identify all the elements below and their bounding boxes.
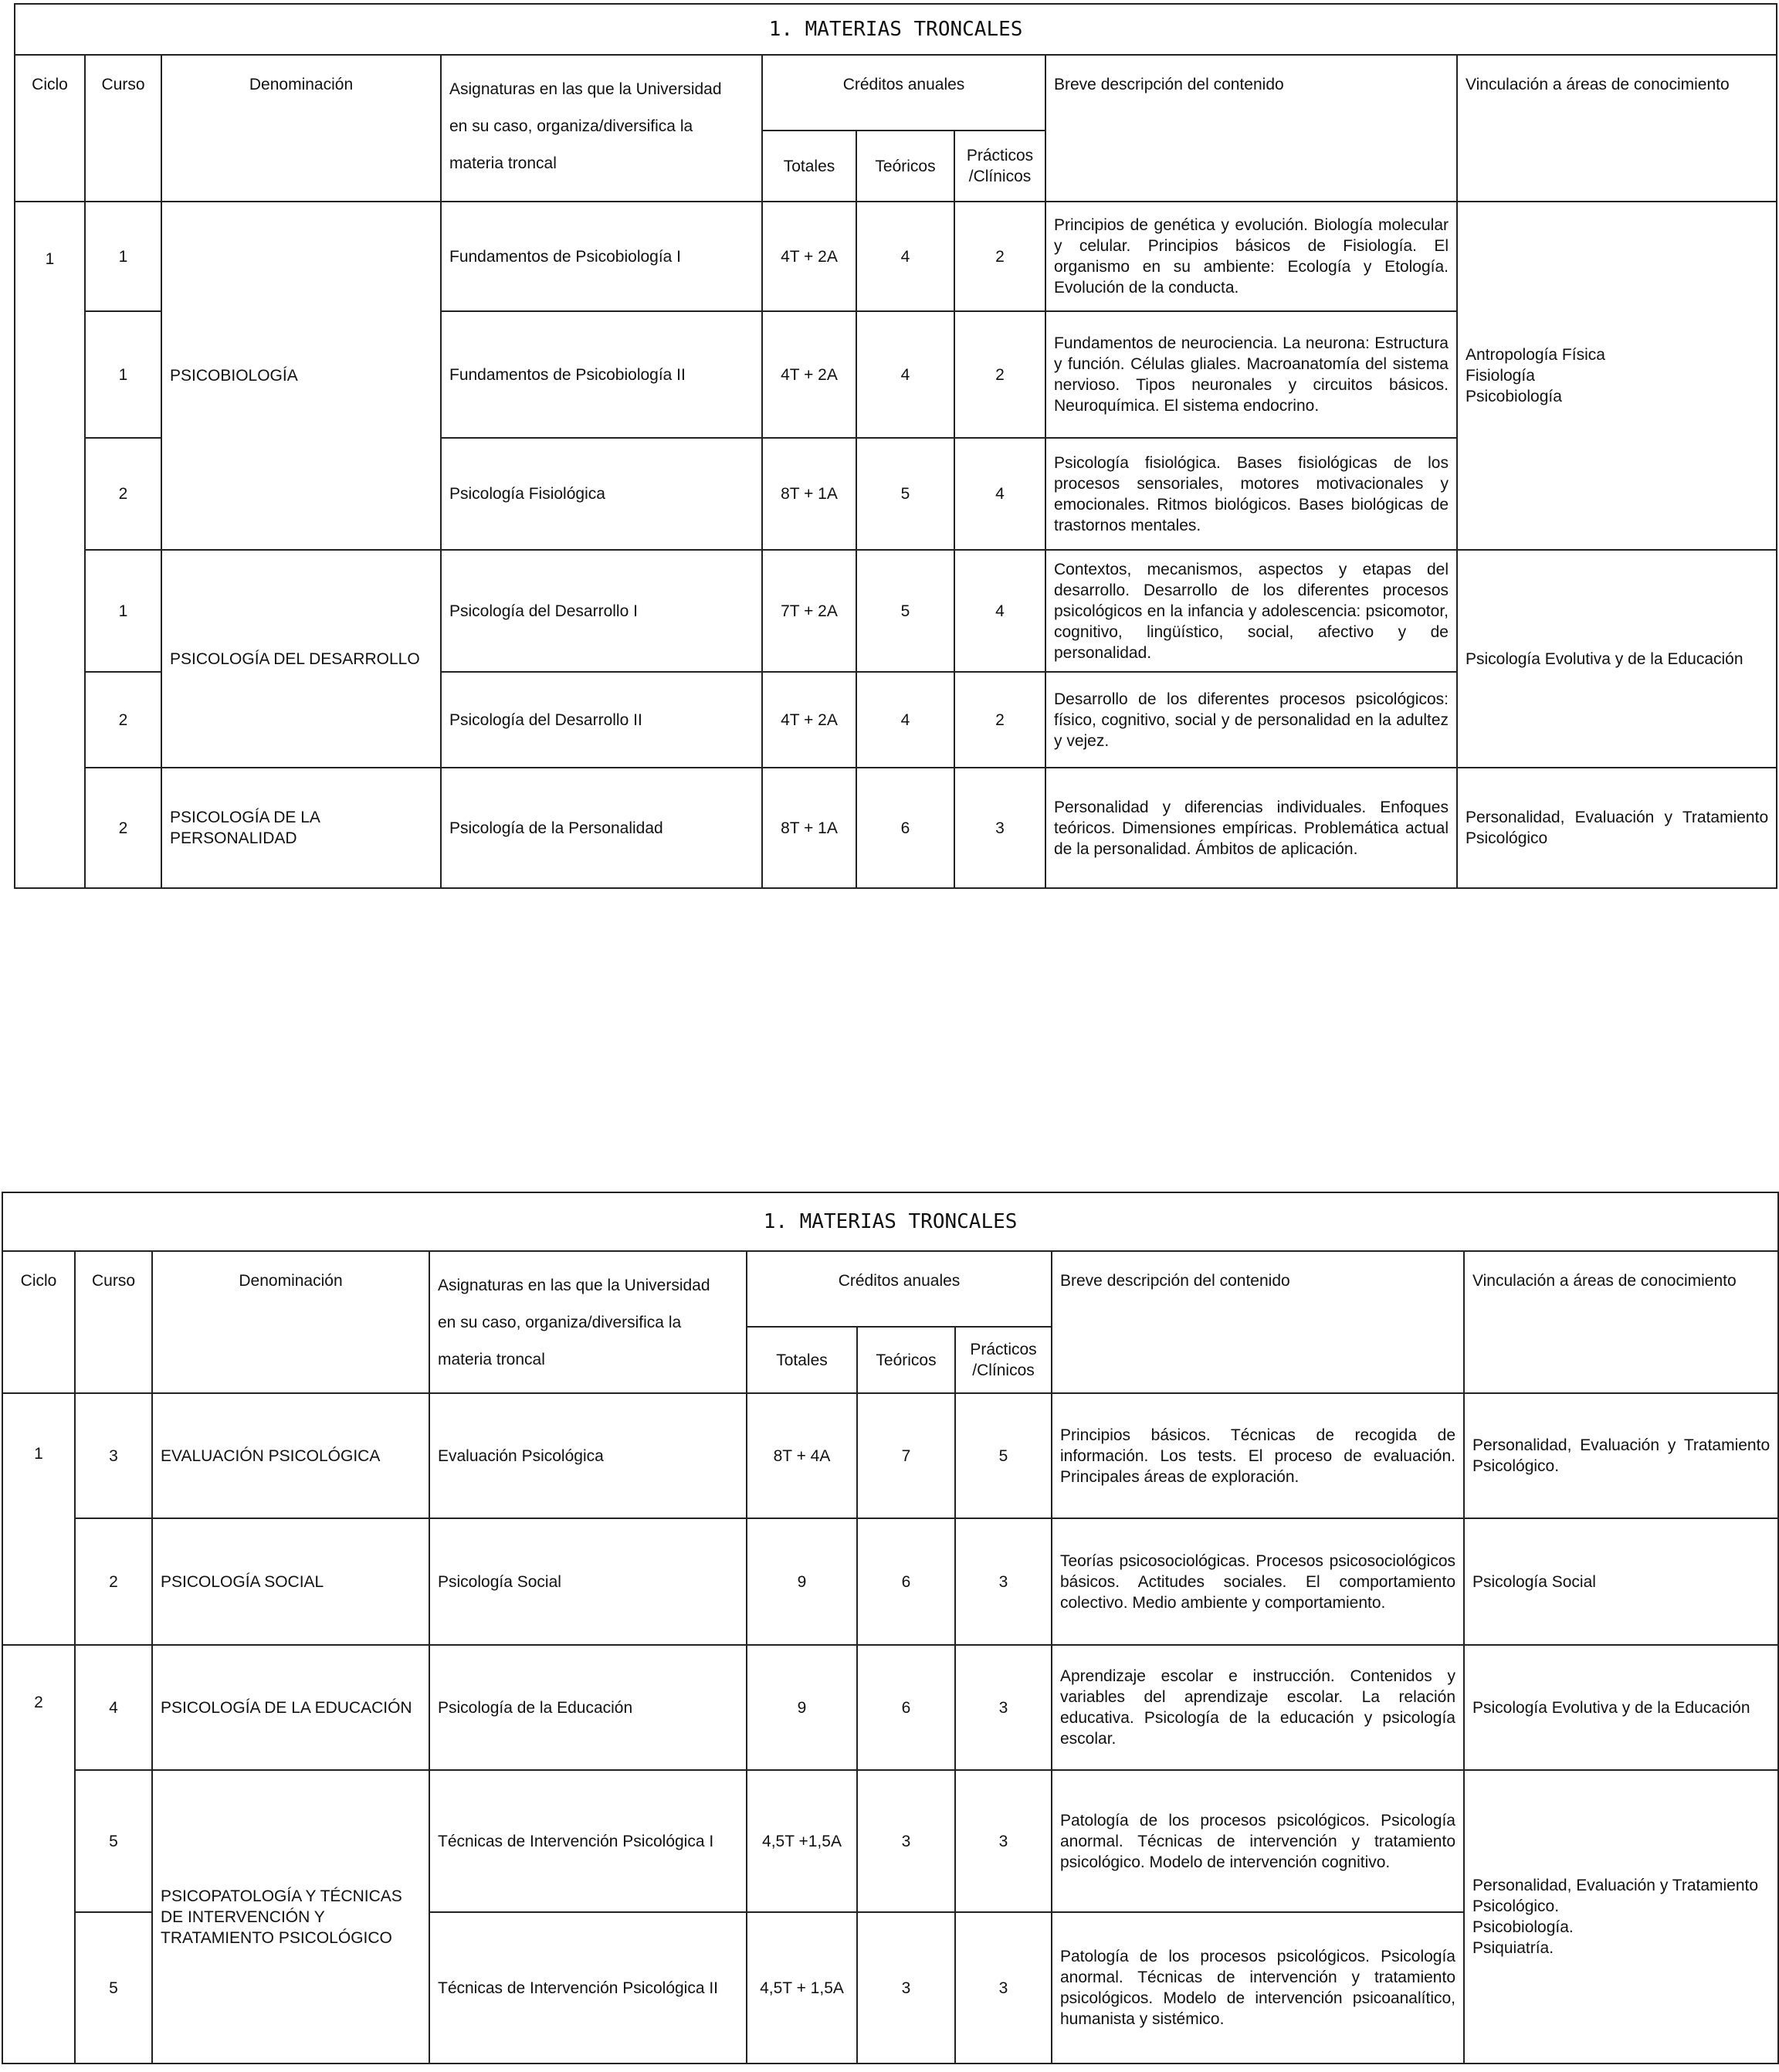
ciclo-cell: 2	[2, 1645, 75, 2064]
header-creditos: Créditos anuales	[747, 1251, 1052, 1327]
curso-cell: 1	[85, 311, 161, 438]
header-asignaturas	[429, 1251, 747, 1393]
header-asignaturas	[441, 55, 762, 202]
curso-cell: 5	[75, 1912, 152, 2064]
header-denominacion: Denominación	[152, 1251, 429, 1393]
vinculacion-line: Psicobiología.	[1472, 1918, 1574, 1936]
totales-cell: 4T + 2A	[762, 202, 856, 311]
descripcion-cell: Desarrollo de los diferentes procesos psicológicos: físico, cognitivo, social y de personalidad en la adultez y vejez.	[1045, 672, 1457, 768]
descripcion-cell: Patología de los procesos psicológicos. Psicología anormal. Técnicas de intervención y tratamiento psicológico. Modelo de intervención cognitivo.	[1052, 1770, 1464, 1912]
totales-cell: 7T + 2A	[762, 550, 856, 672]
practicos-cell: 3	[955, 1645, 1052, 1770]
practicos-cell: 3	[955, 1518, 1052, 1645]
denominacion-cell: PSICOBIOLOGÍA	[161, 202, 441, 550]
totales-cell: 4T + 2A	[762, 311, 856, 438]
totales-cell: 8T + 1A	[762, 438, 856, 550]
teoricos-cell: 7	[857, 1393, 955, 1518]
table-row	[15, 202, 1777, 311]
practicos-cell: 4	[954, 438, 1045, 550]
descripcion-cell: Patología de los procesos psicológicos. Psicología anormal. Técnicas de intervención y tratamiento psicológicos. Modelo de intervención psicoanalítico, humanista y sistémico.	[1052, 1912, 1464, 2064]
teoricos-cell: 4	[856, 311, 954, 438]
teoricos-cell: 3	[857, 1770, 955, 1912]
curso-cell: 1	[85, 202, 161, 311]
header-totales: Totales	[762, 131, 856, 202]
asignatura-cell: Psicología del Desarrollo II	[441, 672, 762, 768]
curso-cell: 2	[85, 672, 161, 768]
ciclo-cell: 1	[2, 1393, 75, 1645]
header-descripcion: Breve descripción del contenido	[1052, 1251, 1464, 1393]
teoricos-cell: 3	[857, 1912, 955, 2064]
table-title: 1. MATERIAS TRONCALES	[15, 4, 1777, 55]
header-denominacion: Denominación	[161, 55, 441, 202]
header-practicos	[954, 131, 1045, 202]
header-asignaturas-line: en su caso, organiza/diversifica la	[438, 1314, 682, 1331]
table-row	[2, 1518, 1778, 1645]
teoricos-cell: 6	[857, 1518, 955, 1645]
header-asignaturas-line: materia troncal	[438, 1351, 545, 1368]
vinculacion-cell: Psicología Evolutiva y de la Educación	[1457, 550, 1777, 768]
header-asignaturas-line: materia troncal	[449, 154, 557, 172]
header-descripcion: Breve descripción del contenido	[1045, 55, 1457, 202]
header-practicos-line: /Clínicos	[972, 1362, 1035, 1379]
header-teoricos: Teóricos	[857, 1327, 955, 1393]
teoricos-cell: 4	[856, 202, 954, 311]
vinculacion-line: Psiquiatría.	[1472, 1939, 1554, 1957]
denominacion-cell: PSICOLOGÍA DE LA PERSONALIDAD	[161, 768, 441, 888]
totales-cell: 8T + 1A	[762, 768, 856, 888]
teoricos-cell: 5	[856, 438, 954, 550]
ciclo-cell: 1	[15, 202, 85, 888]
curso-cell: 2	[85, 768, 161, 888]
header-ciclo: Ciclo	[2, 1251, 75, 1393]
asignatura-cell: Psicología Social	[429, 1518, 747, 1645]
table-row	[15, 550, 1777, 672]
header-asignaturas-line: Asignaturas en las que la Universidad	[438, 1277, 710, 1294]
practicos-cell: 3	[955, 1770, 1052, 1912]
vinculacion-line: Personalidad, Evaluación y Tratamiento Psicológico.	[1472, 1877, 1759, 1915]
vinculacion-cell	[1464, 1770, 1778, 2064]
asignatura-cell: Psicología Fisiológica	[441, 438, 762, 550]
descripcion-cell: Personalidad y diferencias individuales. Enfoques teóricos. Dimensiones empíricas. Problemática actual de la personalidad. Ámbitos de aplicación.	[1045, 768, 1457, 888]
descripcion-cell: Contextos, mecanismos, aspectos y etapas del desarrollo. Desarrollo de los diferentes procesos psicológicos en la infancia y adolescencia: psicomotor, cognitivo, lingüístico, social, afectivo y de personalidad.	[1045, 550, 1457, 672]
asignatura-cell: Psicología de la Educación	[429, 1645, 747, 1770]
curso-cell: 1	[85, 550, 161, 672]
asignatura-cell: Fundamentos de Psicobiología II	[441, 311, 762, 438]
table-row	[2, 1770, 1778, 1912]
materias-table-2	[2, 1192, 1779, 2064]
descripcion-cell: Psicología fisiológica. Bases fisiológicas de los procesos sensoriales, motores motivacionales y emocionales. Ritmos biológicos. Bases biológicas de trastornos mentales.	[1045, 438, 1457, 550]
denominacion-cell: PSICOLOGÍA DEL DESARROLLO	[161, 550, 441, 768]
curso-cell: 5	[75, 1770, 152, 1912]
denominacion-cell: PSICOPATOLOGÍA Y TÉCNICAS DE INTERVENCIÓN Y TRATAMIENTO PSICOLÓGICO	[152, 1770, 429, 2064]
table-row	[15, 768, 1777, 888]
descripcion-cell: Principios de genética y evolución. Biología molecular y celular. Principios básicos de Fisiología. El organismo en su ambiente: Ecología y Etología. Evolución de la conducta.	[1045, 202, 1457, 311]
header-vinculacion: Vinculación a áreas de conocimiento	[1457, 55, 1777, 202]
header-creditos: Créditos anuales	[762, 55, 1045, 131]
table-row	[2, 1645, 1778, 1770]
asignatura-cell: Técnicas de Intervención Psicológica II	[429, 1912, 747, 2064]
vinculacion-cell: Psicología Social	[1464, 1518, 1778, 1645]
header-totales: Totales	[747, 1327, 857, 1393]
practicos-cell: 4	[954, 550, 1045, 672]
asignatura-cell: Fundamentos de Psicobiología I	[441, 202, 762, 311]
table-row	[2, 1393, 1778, 1518]
teoricos-cell: 5	[856, 550, 954, 672]
denominacion-cell: PSICOLOGÍA DE LA EDUCACIÓN	[152, 1645, 429, 1770]
header-practicos	[955, 1327, 1052, 1393]
vinculacion-line: Psicobiología	[1466, 388, 1562, 405]
teoricos-cell: 6	[856, 768, 954, 888]
table-title: 1. MATERIAS TRONCALES	[2, 1192, 1778, 1251]
asignatura-cell: Psicología de la Personalidad	[441, 768, 762, 888]
header-asignaturas-line: Asignaturas en las que la Universidad	[449, 80, 722, 98]
curso-cell: 2	[75, 1518, 152, 1645]
totales-cell: 8T + 4A	[747, 1393, 857, 1518]
denominacion-cell: PSICOLOGÍA SOCIAL	[152, 1518, 429, 1645]
practicos-cell: 2	[954, 311, 1045, 438]
denominacion-cell: EVALUACIÓN PSICOLÓGICA	[152, 1393, 429, 1518]
teoricos-cell: 4	[856, 672, 954, 768]
vinculacion-cell	[1457, 202, 1777, 550]
header-teoricos: Teóricos	[856, 131, 954, 202]
practicos-cell: 2	[954, 672, 1045, 768]
descripcion-cell: Teorías psicosociológicas. Procesos psicosociológicos básicos. Actitudes sociales. El comportamiento colectivo. Medio ambiente y comportamiento.	[1052, 1518, 1464, 1645]
header-ciclo: Ciclo	[15, 55, 85, 202]
asignatura-cell: Técnicas de Intervención Psicológica I	[429, 1770, 747, 1912]
asignatura-cell: Evaluación Psicológica	[429, 1393, 747, 1518]
vinculacion-cell: Personalidad, Evaluación y Tratamiento Psicológico	[1457, 768, 1777, 888]
vinculacion-line: Antropología Física	[1466, 346, 1605, 364]
totales-cell: 9	[747, 1645, 857, 1770]
vinculacion-cell: Psicología Evolutiva y de la Educación	[1464, 1645, 1778, 1770]
curso-cell: 4	[75, 1645, 152, 1770]
descripcion-cell: Aprendizaje escolar e instrucción. Contenidos y variables del aprendizaje escolar. La relación educativa. Psicología de la educación y psicología escolar.	[1052, 1645, 1464, 1770]
practicos-cell: 3	[955, 1912, 1052, 2064]
header-curso: Curso	[85, 55, 161, 202]
header-vinculacion: Vinculación a áreas de conocimiento	[1464, 1251, 1778, 1393]
practicos-cell: 5	[955, 1393, 1052, 1518]
totales-cell: 4,5T +1,5A	[747, 1770, 857, 1912]
totales-cell: 9	[747, 1518, 857, 1645]
vinculacion-line: Fisiología	[1466, 367, 1535, 385]
vinculacion-cell: Personalidad, Evaluación y Tratamiento Psicológico.	[1464, 1393, 1778, 1518]
descripcion-cell: Fundamentos de neurociencia. La neurona: Estructura y función. Células gliales. Macroanatomía del sistema nervioso. Tipos neuronales y circuitos básicos. Neuroquímica. El sistema endocrino.	[1045, 311, 1457, 438]
totales-cell: 4T + 2A	[762, 672, 856, 768]
header-practicos-line: Prácticos	[970, 1341, 1037, 1358]
curso-cell: 3	[75, 1393, 152, 1518]
materias-table-1	[14, 3, 1777, 889]
header-curso: Curso	[75, 1251, 152, 1393]
asignatura-cell: Psicología del Desarrollo I	[441, 550, 762, 672]
curso-cell: 2	[85, 438, 161, 550]
practicos-cell: 2	[954, 202, 1045, 311]
descripcion-cell: Principios básicos. Técnicas de recogida de información. Los tests. El proceso de evaluación. Principales áreas de exploración.	[1052, 1393, 1464, 1518]
practicos-cell: 3	[954, 768, 1045, 888]
header-asignaturas-line: en su caso, organiza/diversifica la	[449, 117, 693, 135]
header-practicos-line: Prácticos	[966, 147, 1034, 164]
totales-cell: 4,5T + 1,5A	[747, 1912, 857, 2064]
teoricos-cell: 6	[857, 1645, 955, 1770]
header-practicos-line: /Clínicos	[968, 168, 1032, 185]
